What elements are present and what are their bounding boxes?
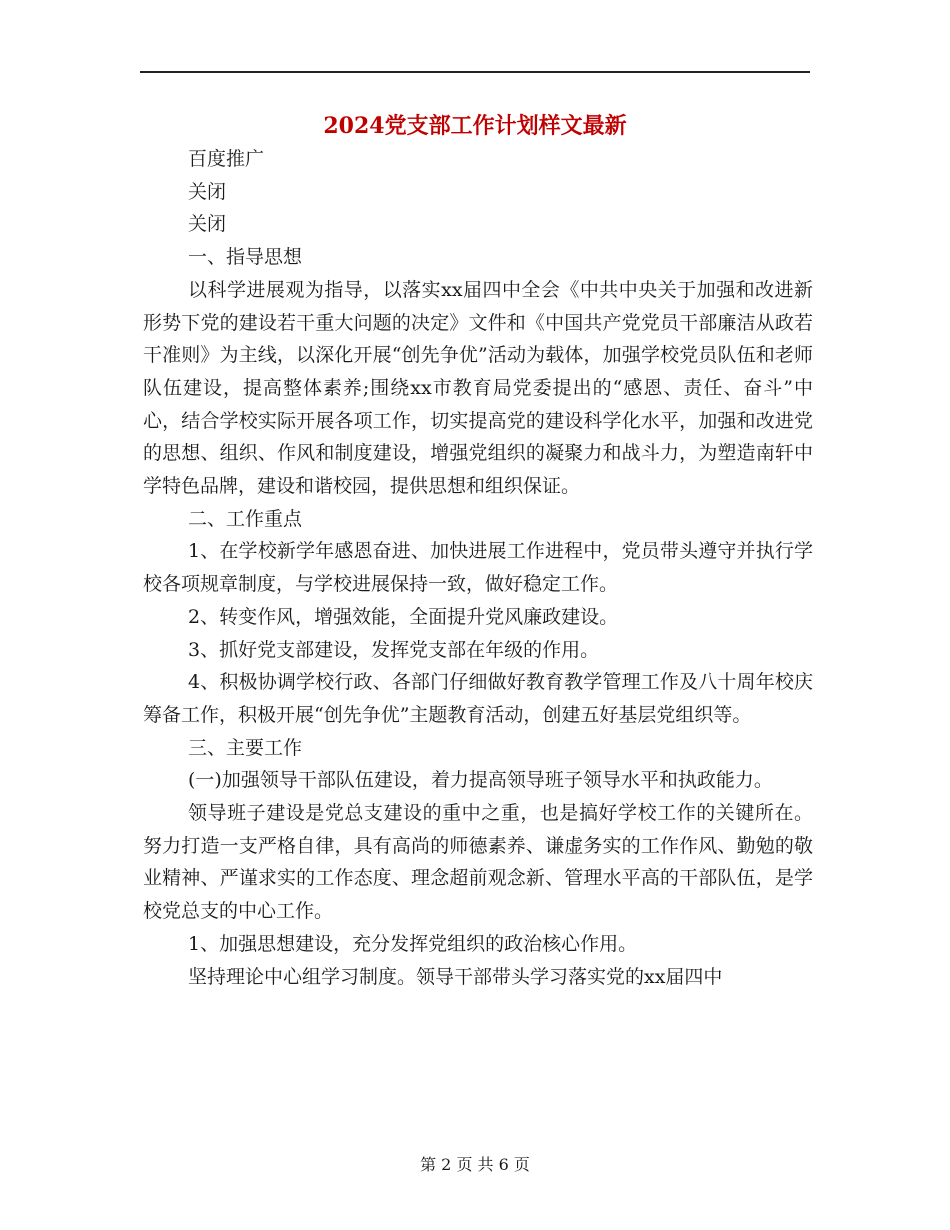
paragraph: 1、加强思想建设，充分发挥党组织的政治核心作用。 bbox=[188, 932, 638, 955]
document-title: 2024党支部工作计划样文最新 bbox=[323, 113, 627, 139]
paragraph: 关闭 bbox=[188, 180, 227, 203]
paragraph: 1、在学校新学年感恩奋进、加快进展工作进程中，党员带头遵守并执行学校各项规章制度，与学校进展保持一致，做好稳定工作。 bbox=[143, 540, 813, 596]
header-rule bbox=[140, 71, 810, 73]
paragraph: 2、转变作风，增强效能，全面提升党风廉政建设。 bbox=[188, 605, 619, 628]
page-footer: 第 2 页 共 6 页 bbox=[420, 1155, 530, 1174]
paragraph: 领导班子建设是党总支建设的重中之重，也是搞好学校工作的关键所在。努力打造一支严格自律，具有高尚的师德素养、谦虚务实的工作作风、勤勉的敬业精神、严谨求实的工作态度、理念超前观念新、管理水平高的干部队伍，是学校党总支的中心工作。 bbox=[143, 802, 813, 923]
paragraph: 以科学进展观为指导，以落实xx届四中全会《中共中央关于加强和改进新形势下党的建设若干重大问题的决定》文件和《中国共产党党员干部廉洁从政若干准则》为主线，以深化开展“创先争优”活动为载体，加强学校党员队伍和老师队伍建设，提高整体素养;围绕xx市教育局党委提出的“感恩、责任、奋斗”中心，结合学校实际开展各项工作，切实提高党的建设科学化水平，加强和改进党的思想、组织、作风和制度建设，增强党组织的凝聚力和战斗力，为塑造南轩中学特色品牌，建设和谐校园，提供思想和组织保证。 bbox=[143, 278, 813, 498]
paragraph: 4、积极协调学校行政、各部门仔细做好教育教学管理工作及八十周年校庆筹备工作，积极开展“创先争优”主题教育活动，创建五好基层党组织等。 bbox=[143, 671, 813, 726]
section-heading: 三、主要工作 bbox=[188, 736, 303, 759]
paragraph: 3、抓好党支部建设，发挥党支部在年级的作用。 bbox=[188, 638, 600, 661]
paragraph: 关闭 bbox=[188, 213, 227, 236]
paragraph: 百度推广 bbox=[188, 148, 265, 170]
paragraph: (一)加强领导干部队伍建设，着力提高领导班子领导水平和执政能力。 bbox=[188, 769, 773, 792]
document-body bbox=[143, 143, 813, 993]
section-heading: 二、工作重点 bbox=[188, 507, 303, 530]
section-heading: 一、指导思想 bbox=[188, 246, 303, 269]
paragraph: 坚持理论中心组学习制度。领导干部带头学习落实党的xx届四中 bbox=[188, 965, 723, 988]
